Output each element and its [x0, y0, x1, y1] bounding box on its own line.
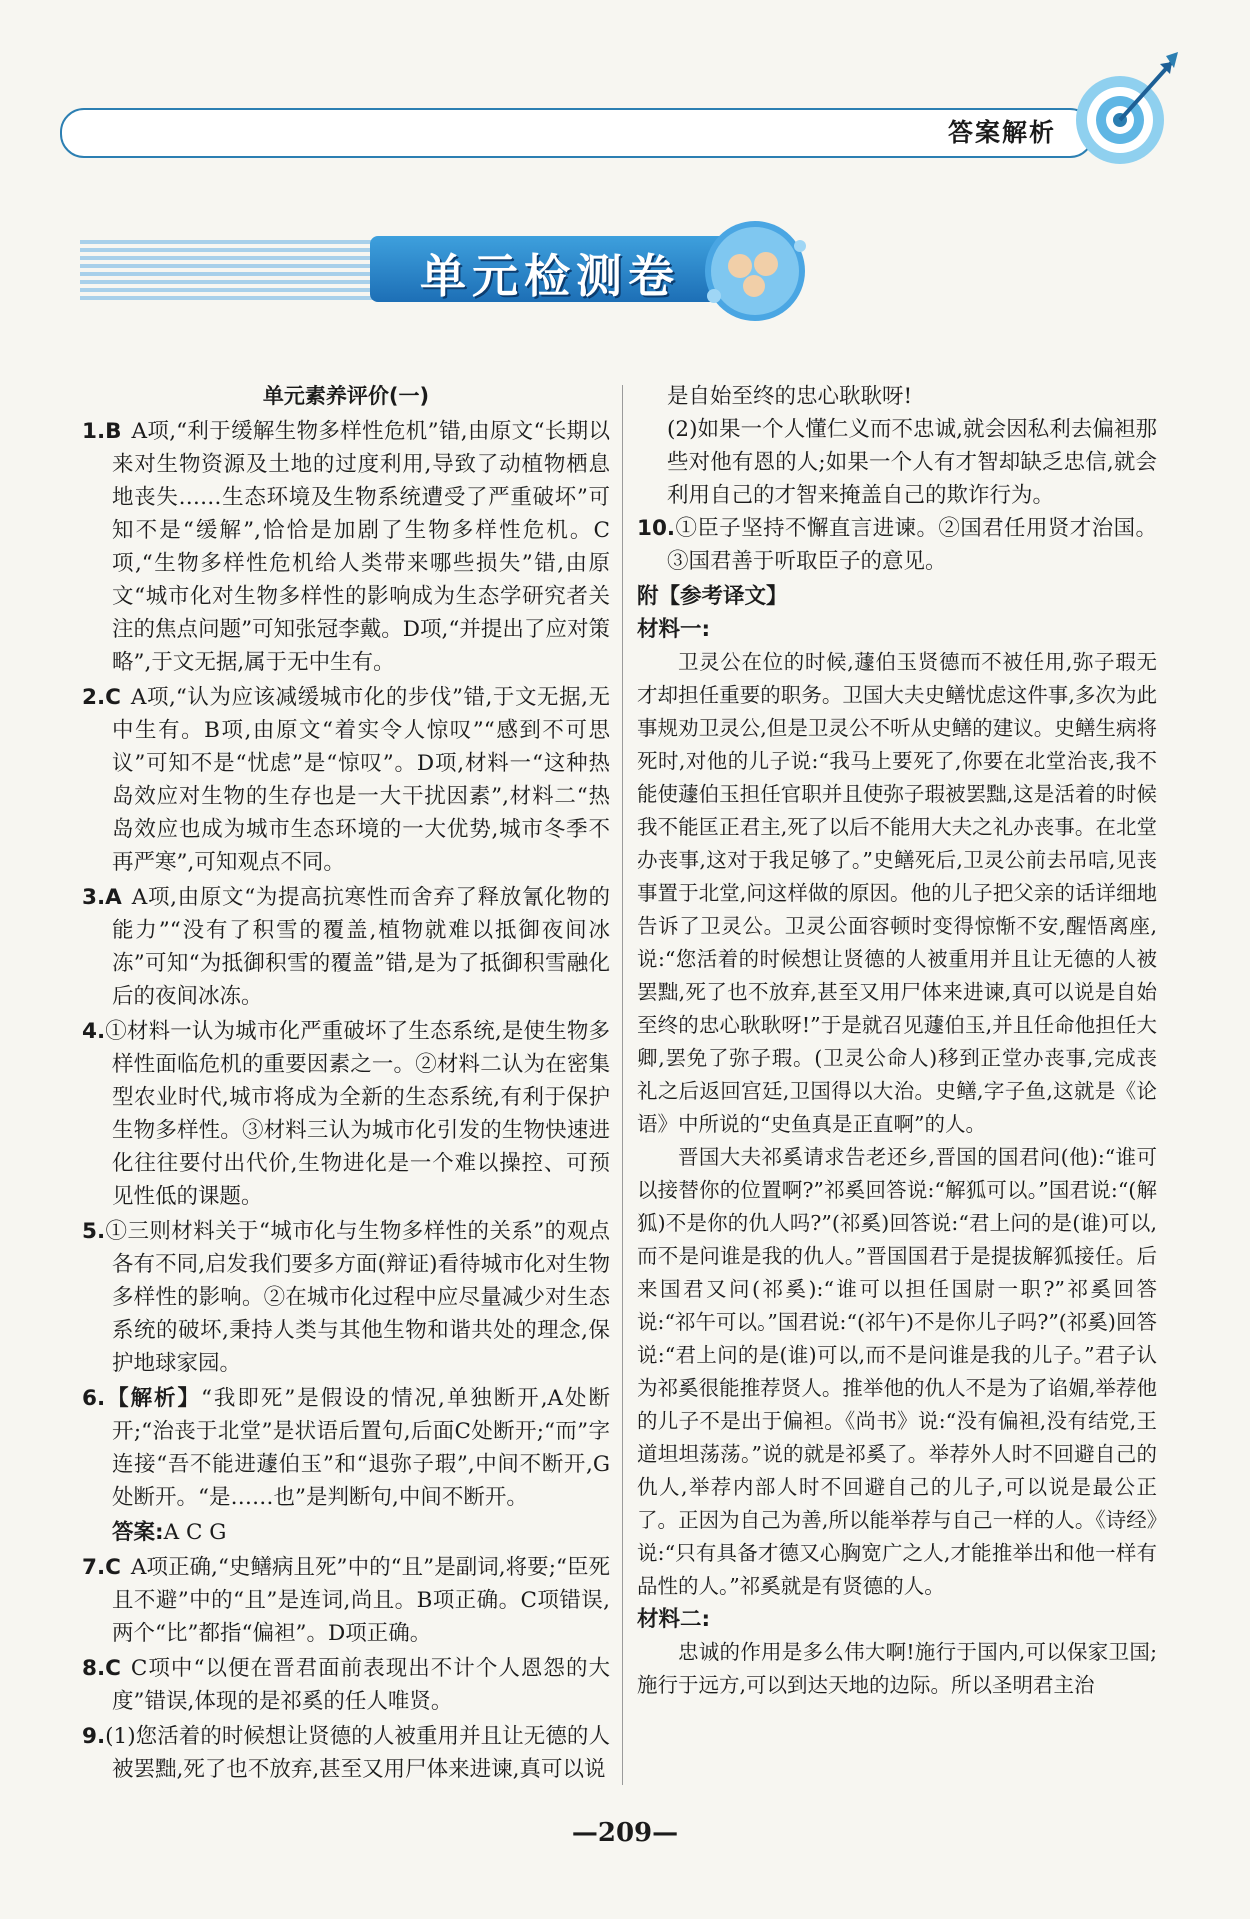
item-number: 5.	[82, 1219, 106, 1244]
item-9-continuation: 是自始至终的忠心耿耿呀!	[667, 384, 913, 409]
answer-item-9	[82, 1720, 610, 1786]
appendix-title: 附【参考译文】	[637, 584, 788, 609]
answer-item-6	[82, 1382, 610, 1514]
item-text: ①三则材料关于“城市化与生物多样性的关系”的观点各有不同,启发我们要多方面(辩证)看待城市化对生物多样性的影响。②在城市化过程中应尽量减少对生态系统的破坏,秉持人类与其他生物和谐共处的理念,保护地球家园。	[105, 1219, 610, 1376]
item-text: ①材料一认为城市化严重破坏了生态系统,是使生物多样性面临危机的重要因素之一。②材料二认为在密集型农业时代,城市将成为全新的生态系统,有利于保护生物多样性。③材料三认为城市化引发的生物快速进化往往要付出代价,生物进化是一个难以操控、可预见性低的课题。	[105, 1019, 610, 1209]
banner-stripes	[80, 240, 380, 300]
answer-item-2	[82, 681, 610, 879]
section-title: 单元素养评价(一)	[262, 384, 430, 408]
answer-item-5	[82, 1215, 610, 1380]
answer-item-3	[82, 881, 610, 1013]
item-text: (1)您活着的时候想让贤德的人被重用并且让无德的人被罢黜,死了也不放弃,甚至又用尸体来进谏,真可以说	[105, 1724, 610, 1782]
answer-item-6-answer	[82, 1516, 610, 1549]
banner-title: 单元检测卷	[420, 249, 680, 303]
header-bar	[60, 108, 1094, 158]
target-arrow-icon	[1068, 48, 1188, 168]
item-text: A项正确,“史鳝病且死”中的“且”是副词,将要;“臣死且不避”中的“且”是连词,尚且。B项正确。C项错误,两个“比”都指“偏袒”。D项正确。	[112, 1555, 610, 1646]
item-answer: C	[105, 685, 121, 710]
material-1-label: 材料一:	[637, 617, 711, 642]
item-number: 9.	[82, 1724, 106, 1749]
column-divider	[622, 385, 623, 1785]
item-text: A项,“利于缓解生物多样性危机”错,由原文“长期以来对生物资源及土地的过度利用,导致了动植物栖息地丧失……生态环境及生物系统遭受了严重破坏”可知不是“缓解”,恰恰是加剧了生物多样性危机。C项,“生物多样性危机给人类带来哪些损失”错,由原文“城市化对生物多样性的影响成为生态学研究者关注的焦点问题”可知张冠李戴。D项,“并提出了应对策略”,于文无据,属于无中生有。	[112, 419, 610, 675]
header-title: 答案解析	[948, 118, 1057, 147]
answer-item-7	[82, 1551, 610, 1650]
translation-paragraph-2: 晋国大夫祁奚请求告老还乡,晋国的国君问(他):“谁可以接替你的位置啊?”祁奚回答说:“解狐可以。”国君说:“(解狐)不是你的仇人吗?”(祁奚)回答说:“君上问的是(谁)可以,而不是问谁是我的仇人。”晋国国君于是提拔解狐接任。后来国君又问(祁奚):“谁可以担任国尉一职?”祁奚回答说:“祁午可以。”国君说:“(祁午)不是你儿子吗?”(祁奚)回答说:“君上问的是(谁)可以,而不是问谁是我的儿子。”君子认为祁奚很能推荐贤人。推举他的仇人不是为了谄媚,举荐他的儿子不是出于偏袒。《尚书》说:“没有偏袒,没有结党,王道坦坦荡荡。”说的就是祁奚了。举荐外人时不回避自己的仇人,举荐内部人时不回避自己的儿子,可以说是最公正了。正因为自己为善,所以能举荐与自己一样的人。《诗经》说:“只有具备才德又心胸宽广之人,才能推举出和他一样有品性的人。”祁奚就是有贤德的人。	[637, 1145, 1157, 1598]
item-number: 6.	[82, 1386, 106, 1411]
section-banner	[80, 230, 800, 310]
left-column	[82, 380, 610, 1788]
page-number: —209—	[571, 1818, 679, 1848]
item-number: 1.	[82, 419, 106, 444]
answer-item-1	[82, 415, 610, 679]
item-answer: C	[105, 1656, 121, 1681]
item-answer-label: 答案:	[112, 1520, 164, 1545]
answer-item-4	[82, 1015, 610, 1213]
item-text: “我即死”是假设的情况,单独断开,A处断开;“治丧于北堂”是状语后置句,后面C处断开;“而”字连接“吾不能进蘧伯玉”和“退弥子瑕”,中间不断开,G处断开。“是……也”是判断句,中间不断开。	[112, 1386, 610, 1510]
item-number: 2.	[82, 685, 106, 710]
item-number: 7.	[82, 1555, 106, 1580]
answer-item-10	[637, 512, 1157, 578]
item-number: 10.	[637, 516, 676, 541]
item-text: C项中“以便在晋君面前表现出不计个人恩怨的大度”错误,体现的是祁奚的任人唯贤。	[112, 1656, 610, 1714]
item-answer: A	[105, 885, 122, 910]
item-number: 4.	[82, 1019, 106, 1044]
item-text: A项,“认为应该减缓城市化的步伐”错,于文无据,无中生有。B项,由原文“着实令人惊叹”“感到不可思议”可知不是“忧虑”是“惊叹”。D项,材料一“这种热岛效应对生物的生存也是一大干扰因素”,材料二“热岛效应也成为城市生态环境的一大优势,城市冬季不再严寒”,可知观点不同。	[112, 685, 610, 875]
translation-paragraph-1: 卫灵公在位的时候,蘧伯玉贤德而不被任用,弥子瑕无才却担任重要的职务。卫国大夫史鳝忧虑这件事,多次为此事规劝卫灵公,但是卫灵公不听从史鳝的建议。史鳝生病将死时,对他的儿子说:“我马上要死了,你要在北堂治丧,我不能使蘧伯玉担任官职并且使弥子瑕被罢黜,这是活着的时候我不能匡正君主,死了以后不能用大夫之礼办丧事。在北堂办丧事,这对于我足够了。”史鳝死后,卫灵公前去吊唁,见丧事置于北堂,问这样做的原因。他的儿子把父亲的话详细地告诉了卫灵公。卫灵公面容顿时变得惊惭不安,醒悟离座,说:“您活着的时候想让贤德的人被重用并且让无德的人被罢黜,死了也不放弃,甚至又用尸体来进谏,真可以说是自始至终的忠心耿耿呀!”于是就召见蘧伯玉,并且任命他担任大卿,罢免了弥子瑕。(卫灵公命人)移到正堂办丧事,完成丧礼之后返回宫廷,卫国得以大治。史鳝,字子鱼,这就是《论语》中所说的“史鱼真是正直啊”的人。	[637, 650, 1157, 1136]
answer-item-8	[82, 1652, 610, 1718]
item-number: 3.	[82, 885, 106, 910]
item-9-part-2: (2)如果一个人懂仁义而不忠诚,就会因私利去偏袒那些对他有恩的人;如果一个人有才智却缺乏忠信,就会利用自己的才智来掩盖自己的欺诈行为。	[667, 417, 1157, 508]
photo-orb-icon	[700, 216, 810, 326]
item-answer: C	[105, 1555, 121, 1580]
material-2-label: 材料二:	[637, 1607, 711, 1632]
item-text: A项,由原文“为提高抗寒性而舍弃了释放氰化物的能力”“没有了积雪的覆盖,植物就难以抵御夜间冰冻”可知“为抵御积雪的覆盖”错,是为了抵御积雪融化后的夜间冰冻。	[112, 885, 610, 1009]
item-analysis-label: 【解析】	[105, 1386, 201, 1411]
item-answer: B	[105, 419, 122, 444]
item-text: ①臣子坚持不懈直言进谏。②国君任用贤才治国。③国君善于听取臣子的意见。	[667, 516, 1157, 574]
item-number: 8.	[82, 1656, 106, 1681]
right-column	[637, 380, 1157, 1702]
item-text: A C G	[163, 1520, 227, 1545]
translation-paragraph-3: 忠诚的作用是多么伟大啊!施行于国内,可以保家卫国;施行于远方,可以到达天地的边际。所以圣明君主治	[637, 1640, 1157, 1697]
